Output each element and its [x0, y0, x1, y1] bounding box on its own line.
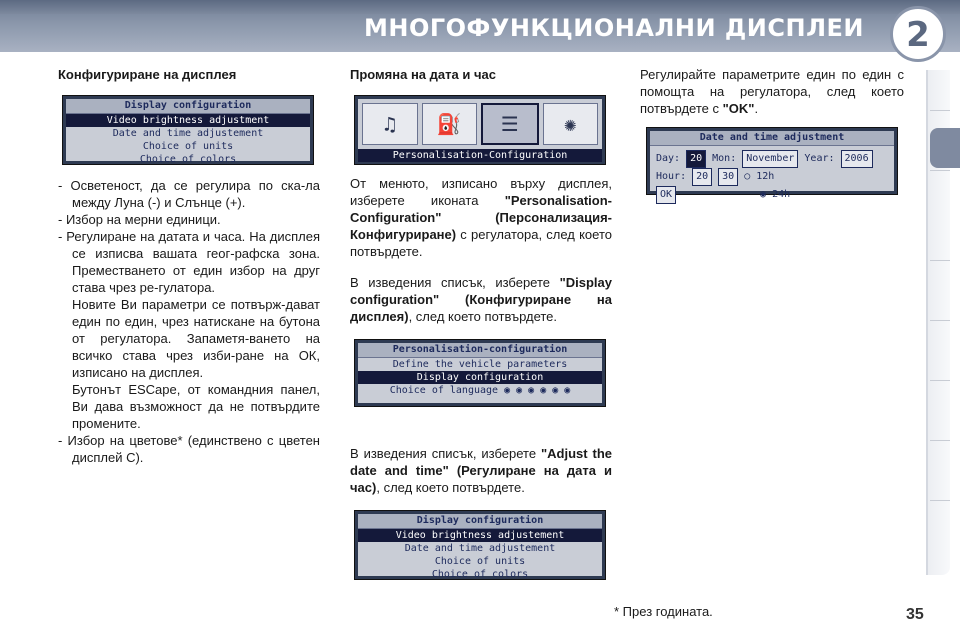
screen-inner [358, 343, 602, 403]
day-label: Day: [656, 153, 681, 164]
column-3 [640, 66, 904, 200]
header-shine [0, 0, 960, 14]
text-span: В изведения списък, изберете [350, 446, 541, 461]
radio-24h-label: 24h [772, 189, 791, 200]
display-screen [354, 339, 606, 407]
text-span: , след което потвърдете. [408, 309, 558, 324]
screen-title: Personalisation-configuration [358, 343, 602, 358]
bullet-item: - Избор на цветове* (единствено с цветен дисплей C). [58, 433, 320, 465]
header-title: МНОГОФУНКЦИОНАЛНИ ДИСПЛЕИ [363, 14, 864, 42]
time-line [656, 168, 888, 186]
date-time-grid [650, 146, 894, 208]
date-time-screen [646, 127, 898, 200]
paragraph [350, 274, 612, 325]
screen-row: Display configuration [358, 371, 602, 384]
bullet-item: - Осветеност, да се регулира по ска-ла между Луна (-) и Слънце (+). [58, 178, 320, 210]
screen-row: Choice of units [434, 556, 526, 567]
date-line [656, 150, 888, 168]
text-span: с регулатора, след което потвърдете. [350, 227, 612, 259]
column-2 [350, 66, 612, 580]
music-icon: ♫ [362, 103, 418, 145]
bold-span: "OK" [722, 101, 755, 116]
text-span: От менюто, изписано върху дисплея, изберете иконата [350, 176, 612, 208]
rail-tick [930, 260, 950, 261]
radio-24h-icon[interactable]: ◉ [760, 189, 767, 200]
light-icon: ✺ [543, 103, 599, 145]
year-label: Year: [804, 153, 835, 164]
screen-row: Define the vehicle parameters [392, 359, 568, 370]
screen-row: Choice of colors [139, 154, 237, 165]
screen-row: Choice of units [142, 141, 234, 152]
screen-caption: Personalisation-Configuration [358, 149, 602, 162]
rail-tick [930, 110, 950, 111]
rail-tick [930, 320, 950, 321]
rail-tick [930, 440, 950, 441]
display-screen [354, 510, 606, 580]
screen-title: Display configuration [358, 514, 602, 529]
paragraph [640, 66, 904, 117]
paragraph: Бутонът ESCape, от командния панел, Ви дава възможност да не потвърдите промените. [72, 382, 320, 431]
paragraph [350, 175, 612, 260]
screen-inner [358, 514, 602, 580]
month-label: Mon: [712, 153, 737, 164]
screen-title: Date and time adjustment [650, 131, 894, 146]
page-number: 35 [906, 606, 924, 623]
paragraph [350, 445, 612, 496]
chapter-number: 2 [906, 15, 930, 55]
screen-row: Choice of colors [431, 569, 529, 580]
screen-title: Display configuration [66, 99, 310, 114]
bold-span: "Adjust the date and time" (Регулиране на дата и час) [350, 446, 612, 495]
month-field[interactable]: November [742, 150, 798, 168]
text-span: В изведения списък, изберете [350, 275, 560, 290]
screen-row: Video brightness adjustment [66, 114, 310, 127]
minute-field[interactable]: 30 [718, 168, 738, 186]
screen-row: Date and time adjustement [112, 128, 264, 139]
section-title: Промяна на дата и час [350, 67, 496, 82]
chapter-tab[interactable] [930, 128, 960, 168]
text-span: , след което потвърдете. [376, 480, 525, 495]
hour-label: Hour: [656, 171, 687, 182]
year-field[interactable]: 2006 [841, 150, 873, 168]
page-header [0, 0, 960, 52]
radio-12h-icon[interactable]: ○ [744, 171, 751, 182]
chapter-badge [890, 6, 946, 62]
bold-span: "Personalisation-Configuration" (Персонализация-Конфигуриране) [350, 193, 612, 242]
text-span: . [754, 101, 759, 116]
screen-row: Choice of language ◉ ◉ ◉ ◉ ◉ ◉ [389, 385, 571, 396]
fuel-pump-icon: ⛽ [422, 103, 478, 145]
hour-field[interactable]: 20 [692, 168, 712, 186]
ok-line [656, 186, 888, 204]
screen-row: Video brightness adjustement [358, 529, 602, 542]
footnote: * През годината. [614, 604, 713, 619]
day-field[interactable]: 20 [686, 150, 706, 168]
screen-inner [358, 99, 602, 161]
section-title: Конфигуриране на дисплея [58, 67, 237, 82]
text-span: Регулирайте параметрите един по един с помощта на регулатора, след което потвърдете с [640, 67, 904, 116]
radio-12h-label: 12h [756, 171, 775, 182]
display-screen [62, 95, 314, 165]
icons-row [358, 99, 602, 149]
rail-tick [930, 380, 950, 381]
settings-sliders-icon: ☰ [481, 103, 539, 145]
column-1 [58, 66, 320, 466]
paragraph: Новите Ви параметри се потвърж-дават един по един, чрез натискане на бутона от регулатора. Запаметя-ването на всичко става чрез изби-ране на ОК, изписано на дисплея. [72, 297, 320, 380]
bold-span: "Display configuration" (Конфигуриране на дисплея) [350, 275, 612, 324]
screen-inner [66, 99, 310, 165]
rail-tick [930, 170, 950, 171]
rail-tick [930, 500, 950, 501]
bullet-item: - Избор на мерни единици. [58, 212, 221, 227]
icon-screen [354, 95, 606, 165]
bullet-item: - Регулиране на датата и часа. На дисплея се изписва вашата геог-рафска зона. Преместването от един избор на друг става чрез ре-гулатора. [58, 229, 320, 295]
screen-inner [650, 131, 894, 200]
screen-row: Date and time adjustement [404, 543, 556, 554]
ok-button[interactable]: OK [656, 186, 676, 204]
